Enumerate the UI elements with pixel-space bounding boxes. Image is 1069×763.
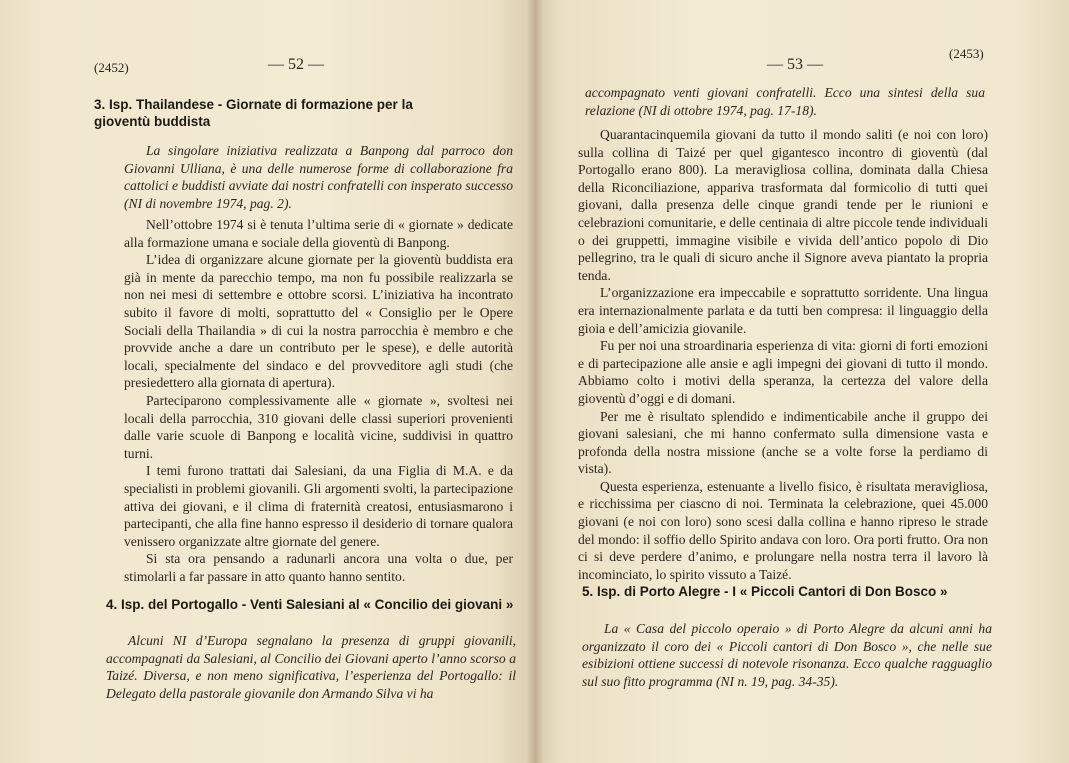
section4-intro-text: Alcuni NI d’Europa segnalano la presenza di gruppi giovanili, accompagnati da Salesiani, al Concilio dei Giovani aperto l’anno scorso a Taizé. Diversa, e non meno significativa, l’esperienza del Portogallo: il Delegato della pastorale giovanile don Armando Silva vi ha <box>106 633 516 701</box>
section5-heading: 5. Isp. di Porto Alegre - I « Piccoli Cantori di Don Bosco » <box>582 584 948 599</box>
section4-heading: 4. Isp. del Portogallo - Venti Salesiani al « Concilio dei giovani » <box>106 597 514 612</box>
right-header-code: (2453) <box>949 46 984 61</box>
section4-body <box>578 126 988 583</box>
section4-paragraph: Fu per noi una stroardinaria esperienza di vita: giorni di forti emozioni e di partecipazione alle ansie e agli impegni dei giovani di tutto il mondo. Abbiamo colto i motivi della speranza, la certezza del valore della gioventù d’oggi e di domani. <box>578 338 988 406</box>
section3-paragraph: Nell’ottobre 1974 si è tenuta l’ultima serie di « giornate » dedicate alla formazione umana e sociale della gioventù di Banpong. <box>124 217 513 250</box>
section4-paragraph: Questa esperienza, estenuante a livello fisico, è risultata meravigliosa, e ricchissima per ciascno di noi. Terminata la celebrazione, quei 45.000 giovani (e noi con loro) sono scesi dalla collina e hanno ripreso le strade del mondo: il soffio dello Spirito andava con loro. Ora porti frutto. Ora non ci si deve perdere d’animo, e prolungare nella nostra terra il lavoro là incominciato, lo spirito vissuto a Taizé. <box>578 478 988 582</box>
book-gutter <box>527 0 543 763</box>
section3-body <box>124 216 513 585</box>
section4-paragraph: Per me è risultato splendido e indimenticabile anche il gruppo dei giovani salesiani, che mi hanno confermato sulla dimensione vasta e profonda della nostra missione (anche se a volte forse la perdiamo di vista). <box>578 408 988 477</box>
section4-intro <box>106 632 516 702</box>
section3-intro <box>124 142 513 212</box>
section3-intro-text: La singolare iniziativa realizzata a Banpong dal parroco don Giovanni Ulliana, è una delle numerose forme di collaborazione fra cattolici e buddisti avviate dai nostri confratelli con insperato successo (NI di novembre 1974, pag. 2). <box>124 143 513 211</box>
section3-heading: 3. Isp. Thailandese - Giornate di formazione per la gioventù buddista <box>94 97 413 129</box>
section3-paragraph: I temi furono trattati dai Salesiani, da una Figlia di M.A. e da specialisti in problemi giovanili. Gli argomenti svolti, la partecipazione attiva dei giovani, e il clima di fraternità creatosi, entusiasmarono i partecipanti, che alla fine hanno espresso il desiderio di tornare qualora venissero organizzate altre giornate del genere. <box>124 463 513 549</box>
left-header-code: (2452) <box>94 60 129 75</box>
section3-paragraph: Parteciparono complessivamente alle « giornate », svoltesi nei locali della parrocchia, 310 giovani delle classi superiori provenienti dalle varie scuole di Banpong e località vicine, suddivisi in quattro turni. <box>124 392 513 461</box>
right-page-number: — 53 — <box>767 56 823 73</box>
continuation-text: accompagnato venti giovani confratelli. Ecco una sintesi della sua relazione (NI di ottobre 1974, pag. 17-18). <box>585 85 985 118</box>
section5-intro-text: La « Casa del piccolo operaio » di Porto Alegre da alcuni anni ha organizzato il coro dei « Piccoli cantori di Don Bosco », che nelle sue esibizioni ottiene successi di notevole risonanza. Ecco qualche ragguaglio sul suo fitto programma (NI n. 19, pag. 34-35). <box>582 621 992 689</box>
section4-paragraph: L’organizzazione era impeccabile e soprattutto sorridente. Una lingua era internazionalmente parlata e da tutti ben compresa: il linguaggio della gioia e dell’amicizia giovanile. <box>578 285 988 336</box>
section3-paragraph: L’idea di organizzare alcune giornate per la gioventù buddista era già in mente da parecchio tempo, ma non fu possibile realizzarla se non nei mesi di settembre e ottobre scorsi. L’iniziativa ha incontrato subito il favore di molti, soprattutto del « Consiglio per le Opere Sociali della Thailandia » di cui la nostra parrocchia è membro e che provvide anche a dare un contributo per le spese), e delle autorità locali, specialmente del sindaco e del provveditore agli studi (che presiedettero alla giornata di apertura). <box>124 252 513 391</box>
left-page-number: — 52 — <box>268 56 324 73</box>
section4-paragraph: Quarantacinquemila giovani da tutto il mondo saliti (e noi con loro) sulla collina di Taizé per quel gigantesco incontro di gioventù (dal Portogallo erano 800). La meravigliosa collina, dominata dalla Chiesa della Riconciliazione, appariva trasformata dal formicolio di tutti quei giovani, dalla presenza delle cinque grandi tende per le riunioni e celebrazioni comunitarie, e delle centinaia di altre piccole tende individuali o dei gruppetti, immagine visibile e vivida dell’antico popolo di Dio pellegrino, tra le quali di sicuro anche il Signore aveva piantato la propria tenda. <box>578 127 988 283</box>
right-page <box>535 0 1069 763</box>
section4-continuation <box>585 84 985 119</box>
section3-paragraph: Si sta ora pensando a radunarli ancora una volta o due, per stimolarli a far passare in atto quanto hanno sentito. <box>124 551 513 584</box>
section5-intro <box>582 620 992 690</box>
